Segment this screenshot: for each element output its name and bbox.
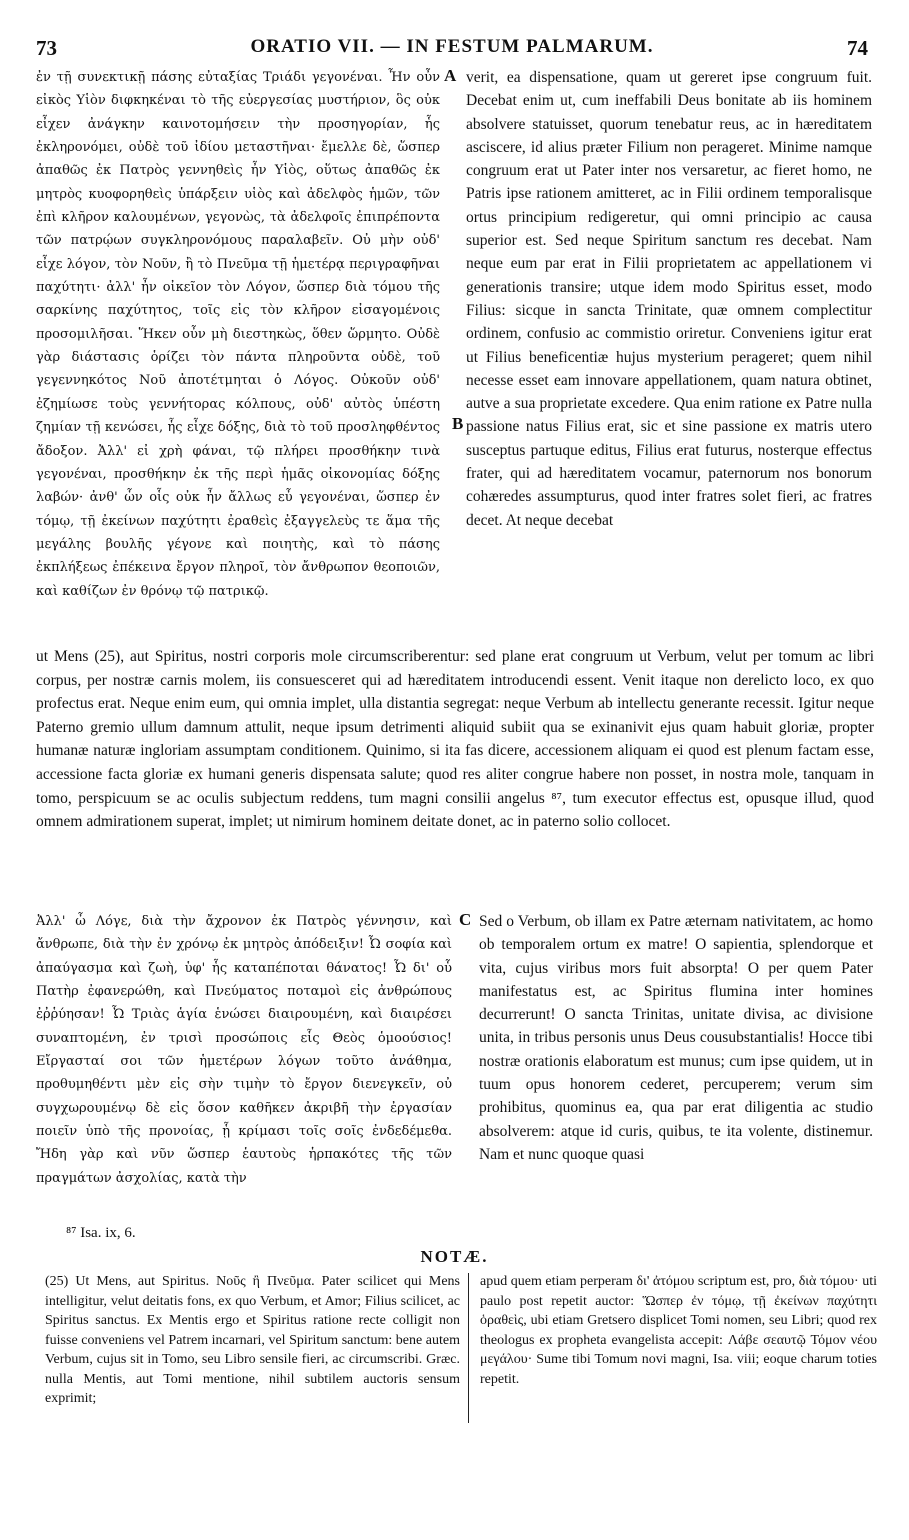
page-header [36,36,868,64]
margin-marker-b: B [452,414,464,433]
greek-column-2: Ἀλλ' ὦ Λόγε, διὰ τὴν ἄχρονον ἐκ Πατρὸς γέννησιν, καὶ ἄνθρωπε, διὰ τὴν ἐν χρόνῳ ἐκ μητρὸς ἀπόδειξιν! Ὦ σοφία καὶ ἀπαύγασμα καὶ ζωὴ, ὑφ' ἧς καταπέποται θάνατος! Ὦ δι' οὗ Πατὴρ ἐφανερώθη, καὶ Πνεύματος ποταμοὶ εἰς ἀνθρώπους ἐῤῥύησαν! Ὦ Τριὰς ἁγία ἑνώσει διαιρουμένη, καὶ διαιρέσει συναπτομένη, ἐν τρισὶ προσώποις εἷς Θεὸς ὁμοούσιος! Εἴργασταί σοι τῶν ἡμετέρων λόγων τοῦτο ἀνάθημα, προθυμηθέντι μὲν εἰς σὴν τιμὴν τὸ ἔργον διενεγκεῖν, οὐ συγχωρουμένῳ δὲ εἰς ὅσον καθῆκεν ἀκριβῆ τὴν ἐργασίαν ποιεῖν ὑπὸ τῆς προνοίας, ᾗ κρίμασι τοῖς σοῖς ἐνδεδέμεθα. Ἤδη γὰρ καὶ νῦν ὥσπερ ἑαυτοὺς ἡρπακότες τῆς τῶν πραγμάτων ἀσχολίας, κατὰ τὴν [36,914,452,1186]
notes-heading: NOTÆ. [420,1247,489,1266]
page-number-left: 73 [36,36,57,60]
margin-marker-c: C [459,910,472,929]
running-title: ORATIO VII. — IN FESTUM PALMARUM. [250,36,654,57]
note-left-column: (25) Ut Mens, aut Spiritus. Νοῦς ἢ Πνεῦμα. Pater scilicet qui Mens intelligitur, velut deitatis fons, ex quo Verbum, et Amor; Filius scilicet, ac Spiritus sanctus. Ex Mentis ergo et Spiritus ratione recte colligit non fuisse conveniens vel Patrem incarnari, vel Spiritum sanctum: bene autem Verbum, cujus sit in Tomo, seu Libro sensile fieri, ac circumscribi. Græc. nulla Mentis, aut Tomi mentione, nihil subtilem auctoris sensum exprimit; [45,1274,460,1406]
latin-column-1: verit, ea dispensatione, quam ut gereret ipse congruum fuit. Decebat enim ut, cum ineffabili Deus bonitate ab iis hominem absolvere statuisset, quorum tenebatur reus, ac in hæreditatem asciscere, id alius præter Filium non perageret. Minime namque congruum erat ut Pater inter nos versaretur, ac fieret homo, ne Patris ipse rationem amitteret, ac in Filii ordinem temporalisque ortus principium redigeretur, qui omni principio ac causa superior est. Sed neque Spiritum sanctum res decebat. Nam neque eum par erat in Filii proprietatem ac appellationem vi generationis transire; utque idem modo Spiritus esset, modo Filius: sicque in sancta Trinitate, quæ omnem complectitur ordinem, confusio ac commistio oriretur. Conveniens igitur erat ut Filius beneficentiæ hujus mysterium perageret; quem nihil necesse esset eam innovare appellationem, quam natura obtinet, autve a sua proprietate excedere. Qua enim ratione ex Patre nulla passione natus Filius erat, sic et sine passione ex matris utero susceptus partuque editus, Filius erat futurus, nosterque effectus frater, qui ad hæreditatem vocamur, paternorum nos bonorum cohæredes assumpturus, quod inter fratres solet fieri, ac fratres decet. At neque decebat [466,69,872,529]
scripture-footnote: ⁸⁷ Isa. ix, 6. [66,1225,136,1241]
notes-column-divider [468,1273,469,1423]
note-right-column: apud quem etiam perperam δι' ἀτόμου scriptum est, pro, διὰ τόμου· uti paulo post repetit auctor: Ὥσπερ ἐν τόμῳ, τῇ ἐκείνων παχύτητι ὁραθεὶς, ubi etiam Gretsero displicet Tomi nomen, seu Libri; quod rex theologus ex propheta evangelista accepit: Λάβε σεαυτῷ Τόμον νέου μεγάλου· Sume tibi Tomum novi magni, Isa. viii; eoque charum toties repetit. [480,1274,877,1387]
margin-marker-a: A [444,66,457,85]
latin-column-2: Sed o Verbum, ob illam ex Patre æternam nativitatem, ac homo ob temporalem ortum ex matre! O sapientia, splendorque et vita, cujus viribus mors fuit absorpta! O per quem Pater manifestatus est, ac Spiritus flumina inter homines decurrerunt! O sancta Trinitas, unitate divisa, ac divisione unita, in tribus personis unus Deus cousubstantialis! Hocce tibi nostræ orationis elaboratum est munus; cum ipse quidem, ut in tuum opus honorem cederet, percuperem; verum sim prohibitus, quominus ea, qua par erat diligentia ac studio absolverem: atque id curis, quibus, te ita volente, distinemur. Nam et nunc quoque quasi [479,913,873,1163]
greek-column-1: ἐν τῇ συνεκτικῇ πάσης εὐταξίας Τριάδι γεγονέναι. Ἦν οὖν εἰκὸς Υἱὸν διφκηκέναι τὸ τῆς εὐεργεσίας μυστήριον, ὃς οὐκ εἶχεν ἀνάγκην καινοτομήσειν τὴν προσηγορίαν, ἧς ἐκληρονόμει, οὐδὲ τοῦ ἰδίου μεταστῆναι· ἔμελλε δὲ, ὥσπερ ἀπαθῶς ἐκ Πατρὸς γεννηθεὶς ἦν Υἱὸς, οὕτως ἀπαθῶς ἐκ μητρὸς κυοφορηθεὶς ὑπάρξειν υἱὸς καὶ ἀδελφὸς ἡμῶν, τῶν ἐπὶ κλῆρον καλουμένων, γεγονὼς, τὰ ἀδελφοῖς ἐπιπρέποντα τῶν πατρῴων συγκληρονόμους παραλαβεῖν. Οὐ μὴν οὐδ' εἶχε λόγον, τὸν Νοῦν, ἢ τὸ Πνεῦμα τῇ ἡμετέρᾳ περιγραφῆναι παχύτητι· ἀλλ' ἦν οἰκεῖον τὸν Λόγον, ὥσπερ διὰ τόμου τῆς σαρκίνης παχύτητος, τοῖς εἰς τὸν κλῆρον εἰσαγομένοις προσομιλῆσαι. Ἥκεν οὖν μὴ διεστηκὼς, ὅθεν ὥρμητο. Οὐδὲ γὰρ διάστασις ὁρίζει τὸν πάντα πληροῦντα οὐδὲ, τοῦ γεγεννηκότος Νοῦ ἀποτέτμηται ὁ Λόγος. Οὐκοῦν οὐδ' ἐζημίωσε τοὺς γεννήτορας κόλπους, οὐδ' αὐτὸς ὑπέστη ζημίαν τῇ κενώσει, ἧς εἶχε δόξης, διὰ τὸ τοῦ προσληφθέντος ἄδοξον. Ἀλλ' εἰ χρὴ φάναι, τῷ πλήρει προσθήκην τινὰ γεγονέναι, προσθήκην ἐκ τῆς περὶ ἡμᾶς οἰκονομίας δόξης λαβών· ἀνθ' ὧν οἷς οὐκ ἦν ἄλλως εὖ γεγονέναι, ὥσπερ ἐν τόμῳ, τῇ ἐκείνων παχύτητι ἐραθεὶς ἐξαγγελεὺς τε ἅμα τῆς μεγάλης βουλῆς γέγονε καὶ ποιητὴς, καὶ τὸ πάσης ἐκπλήξεως ἐπέκεινα ἔργον πληροῖ, τὸν ἄνθρωπον θεοποιῶν, καὶ καθίζων ἐν θρόνῳ τῷ πατρικῷ. [36,70,440,599]
page-number-right: 74 [847,36,868,60]
latin-full-paragraph: ut Mens (25), aut Spiritus, nostri corporis mole circumscriberentur: sed plane erat congruum ut Verbum, velut per tomum ac libri corpus, per nostræ carnis molem, iis consuesceret qui ad hæreditatem introducendi essent. Venit itaque non derelicto loco, ex quo profectus erat. Neque enim eum, qui omnia implet, ulla distantia segregat: neque Verbum ab intellectu generante recessit. Igitur neque Paterno gremio ullum damnum attulit, neque ipsum detrimenti aliquid subiit qua se exinanivit ejus quam habuit gloriæ, propter humanæ naturæ ingloriam assumptam conditionem. Quinimo, si ita fas dicere, accessionem aliquam ei quod est plenum factam esse, accessione facta gloriæ ex humani generis dispensata salute; quod res aliter congrue habere non posset, in nostra mole, tanquam in tomo, perspicuum se ac oculis subjectum reddens, tum magni consilii angelus ⁸⁷, tum executor effectus est, opusque illud, quod omnem admirationem superat, implet; ut nimirum hominem deitate donet, ac in paterno solio collocet. [36,648,874,831]
